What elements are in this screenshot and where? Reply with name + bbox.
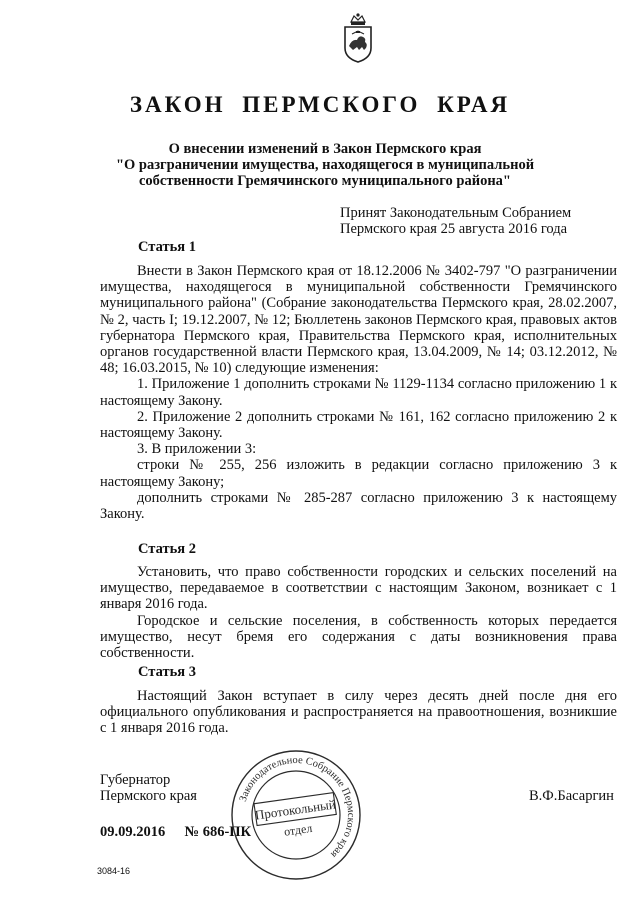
subtitle-line: "О разграничении имущества, находящегося в муниципальной — [115, 157, 535, 173]
document-code: 3084-16 — [97, 866, 131, 876]
official-stamp — [229, 748, 363, 882]
article-3-body — [100, 688, 617, 737]
article-1-intro: Внести в Закон Пермского края от 18.12.2006 № 3402-797 "О разграничении имущества, находящегося в муниципальной собственности Гремячинского муниципального района" (Собрание законодательства Пермского края, 28.02.2007, № 2, часть I; 19.12.2007, № 12; Бюллетень законов Пермского края, правовых актов губернатора Пермского края, Правительства Пермского края, исполнительных органов государственной власти Пермского края, 13.04.2009, № 14; 03.12.2012, № 48; 16.03.2015, № 10) следующие изменения: — [100, 263, 617, 377]
article-1-item-1: 1. Приложение 1 дополнить строками № 1129-1134 согласно приложению 1 к настоящему Закону. — [100, 376, 617, 409]
signatory-position-line: Губернатор — [100, 772, 171, 788]
signatory-name: В.Ф.Басаргин — [529, 788, 614, 804]
article-1-item-2: 2. Приложение 2 дополнить строками № 161, 162 согласно приложению 2 к настоящему Закону. — [100, 408, 617, 442]
stamp-center-line: отдел — [283, 820, 314, 839]
article-3-heading: Статья 3 — [138, 664, 196, 680]
adoption-line: Принят Законодательным Собранием — [340, 205, 572, 221]
article-1-item-3b: дополнить строками № 285-287 согласно приложению 3 к настоящему Закону. — [100, 489, 617, 523]
article-2-paragraph-1: Установить, что право собственности городских и сельских поселений на имущество, передаваемое в соответствии с настоящим Законом, возникает с 1 января 2016 года. — [100, 564, 617, 613]
stamp-center-line: Протокольный — [253, 796, 337, 823]
article-2-body — [100, 564, 617, 661]
document-subtitle — [95, 141, 555, 189]
article-3-paragraph-1: Настоящий Закон вступает в силу через десять дней после дня его официального опубликования и распространяется на правоотношения, возникшие с 1 января 2016 года. — [100, 688, 617, 737]
subtitle-line: собственности Гремячинского муниципального района" — [139, 173, 511, 189]
law-number: № 686-ПК — [184, 824, 252, 840]
article-2-heading: Статья 2 — [138, 541, 196, 557]
stamp-ring-text: Законодательное Собрание Пермского края — [237, 754, 357, 860]
article-1-item-3a: строки № 255, 256 изложить в редакции согласно приложению 3 к настоящему Закону; — [100, 457, 617, 490]
subtitle-line: О внесении изменений в Закон Пермского края — [168, 141, 482, 157]
coat-of-arms-icon — [341, 12, 375, 64]
adoption-note — [340, 205, 571, 237]
signatory-position-line: Пермского края — [100, 788, 197, 804]
document-title: ЗАКОН ПЕРМСКОГО КРАЯ — [129, 92, 511, 117]
article-2-paragraph-2: Городское и сельские поселения, в собственность которых передается имущество, несут бремя его содержания с даты возникновения права собственности. — [100, 612, 617, 662]
article-1-heading: Статья 1 — [138, 239, 196, 255]
article-1-item-3: 3. В приложении 3: — [137, 441, 257, 458]
law-date: 09.09.2016 — [100, 824, 166, 840]
signatory-position — [100, 772, 197, 804]
article-1-body — [100, 263, 617, 522]
adoption-line: Пермского края 25 августа 2016 года — [340, 221, 568, 237]
